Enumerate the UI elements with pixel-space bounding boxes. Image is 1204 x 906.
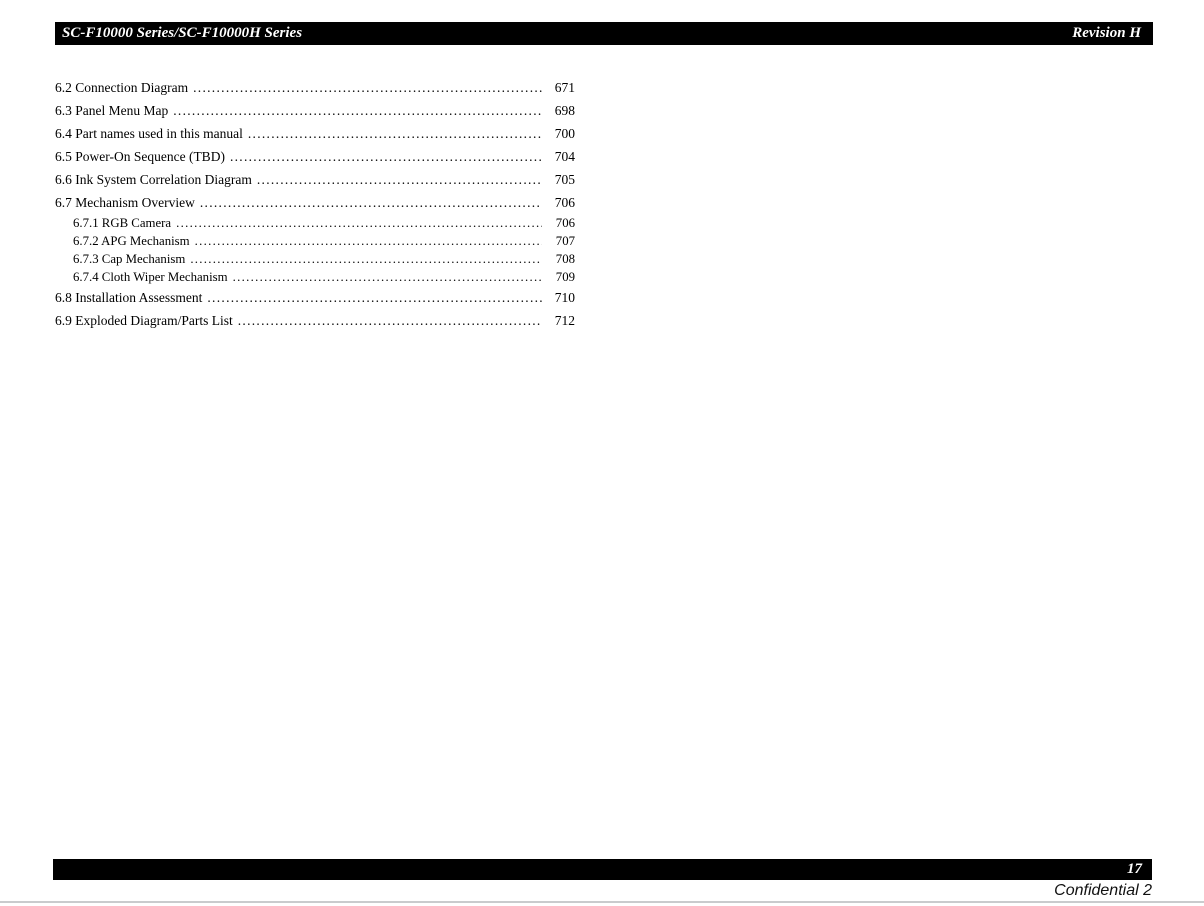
toc-entry-page: 706 bbox=[555, 216, 575, 230]
toc-entry[interactable] bbox=[55, 309, 575, 332]
toc-entry-label: 6.7.2 APG Mechanism bbox=[73, 234, 190, 248]
toc-leader-dots bbox=[176, 214, 542, 232]
toc-entry[interactable] bbox=[55, 76, 575, 99]
toc-entry-label: 6.3 Panel Menu Map bbox=[55, 103, 169, 118]
toc-entry-page: 698 bbox=[554, 103, 575, 118]
toc-entry-label: 6.5 Power-On Sequence (TBD) bbox=[55, 149, 225, 164]
confidential-label: Confidential 2 bbox=[1054, 882, 1152, 899]
toc-entry[interactable] bbox=[55, 99, 575, 122]
toc-entry-label: 6.2 Connection Diagram bbox=[55, 80, 189, 95]
toc-leader-dots bbox=[190, 250, 542, 268]
toc-leader-dots bbox=[195, 232, 542, 250]
toc-entry[interactable] bbox=[55, 214, 575, 232]
toc-entry[interactable] bbox=[55, 122, 575, 145]
toc-entry-page: 700 bbox=[554, 126, 575, 141]
toc-entry-page: 710 bbox=[554, 290, 575, 305]
toc-entry[interactable] bbox=[55, 286, 575, 309]
toc-entry[interactable] bbox=[55, 268, 575, 286]
toc-entry-label: 6.8 Installation Assessment bbox=[55, 290, 203, 305]
toc-leader-dots bbox=[230, 145, 542, 168]
page-bottom-edge bbox=[0, 901, 1204, 903]
toc-entry[interactable] bbox=[55, 168, 575, 191]
footer-page-number: 17 bbox=[1127, 861, 1142, 877]
toc-entry[interactable] bbox=[55, 191, 575, 214]
toc-entry-page: 706 bbox=[554, 195, 575, 210]
toc-entry-page: 708 bbox=[555, 252, 575, 266]
toc-entry-label: 6.7.4 Cloth Wiper Mechanism bbox=[73, 270, 228, 284]
toc-leader-dots bbox=[173, 99, 542, 122]
toc-leader-dots bbox=[233, 268, 542, 286]
toc-entry-label: 6.7.3 Cap Mechanism bbox=[73, 252, 186, 266]
toc-leader-dots bbox=[207, 286, 542, 309]
toc-entry-page: 712 bbox=[554, 313, 575, 328]
toc-entry-page: 707 bbox=[555, 234, 575, 248]
toc-leader-dots bbox=[257, 168, 542, 191]
toc-leader-dots bbox=[238, 309, 542, 332]
header-title: SC-F10000 Series/SC-F10000H Series bbox=[62, 24, 303, 41]
footer-bar bbox=[53, 859, 1152, 880]
toc-leader-dots bbox=[200, 191, 542, 214]
table-of-contents bbox=[55, 76, 575, 332]
toc-entry[interactable] bbox=[55, 250, 575, 268]
toc-entry-page: 704 bbox=[554, 149, 575, 164]
toc-leader-dots bbox=[248, 122, 542, 145]
toc-entry-label: 6.9 Exploded Diagram/Parts List bbox=[55, 313, 233, 328]
toc-entry[interactable] bbox=[55, 145, 575, 168]
toc-entry-label: 6.7.1 RGB Camera bbox=[73, 216, 172, 230]
header-revision: Revision H bbox=[1072, 24, 1141, 41]
toc-leader-dots bbox=[193, 76, 542, 99]
header-bar bbox=[55, 22, 1153, 45]
toc-entry-label: 6.4 Part names used in this manual bbox=[55, 126, 243, 141]
toc-entry-label: 6.7 Mechanism Overview bbox=[55, 195, 195, 210]
toc-entry-page: 705 bbox=[554, 172, 575, 187]
toc-entry-label: 6.6 Ink System Correlation Diagram bbox=[55, 172, 252, 187]
toc-entry-page: 671 bbox=[554, 80, 575, 95]
toc-entry-page: 709 bbox=[555, 270, 575, 284]
toc-entry[interactable] bbox=[55, 232, 575, 250]
